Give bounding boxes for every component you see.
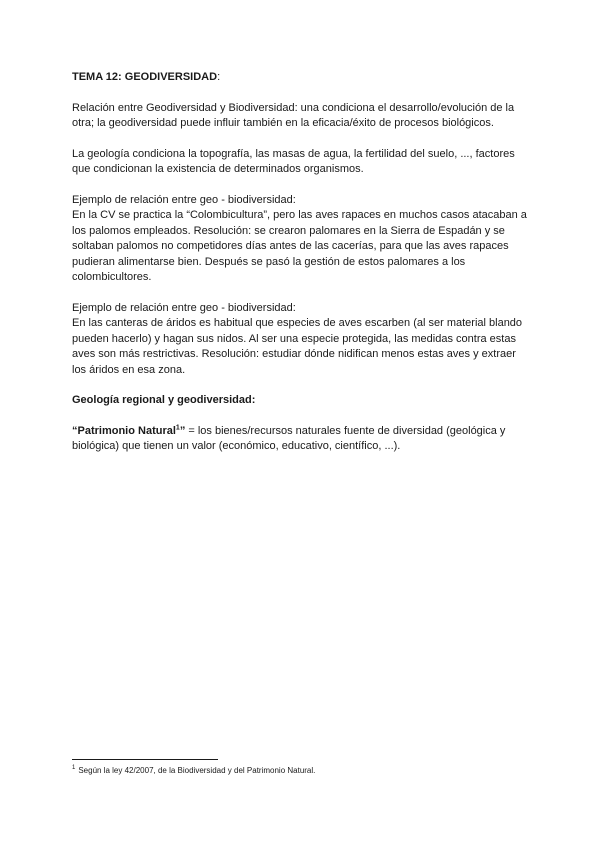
footnote-reference: 1 — [175, 423, 180, 431]
footnote-separator — [72, 759, 218, 760]
example-2-body: En las canteras de áridos es habitual que especies de aves escarben (al ser material blando pueden hacerlo) y hagan sus nidos. Al ser una especie protegida, las medidas contra estas aves son más restrictivas. Resolución: estudiar dónde nidifican menos estas aves y extraer los áridos en esa zona. — [72, 317, 523, 376]
definition-term-text: “Patrimonio Natural — [72, 424, 176, 437]
footnote — [72, 765, 315, 776]
document-body — [72, 70, 532, 455]
footnote-marker: 1 — [72, 765, 76, 772]
definition-paragraph — [72, 424, 532, 455]
paragraph-geology-conditions: La geología condiciona la topografía, las masas de agua, la fertilidad del suelo, ..., factores que condicionan la existencia de determinados organismos. — [72, 147, 515, 175]
section-heading: Geología regional y geodiversidad: — [72, 394, 256, 406]
title-text: TEMA 12: GEODIVERSIDAD — [72, 71, 218, 83]
footnote-text: Según la ley 42/2007, de la Biodiversidad y del Patrimonio Natural. — [78, 766, 316, 775]
definition-term-close: ” — [179, 424, 186, 437]
example-2-heading: Ejemplo de relación entre geo - biodiversidad: — [72, 301, 296, 314]
paragraph-geo-bio-relation: Relación entre Geodiversidad y Biodiversidad: una condiciona el desarrollo/evolución de la otra; la geodiversidad puede influir también en la eficacia/éxito de procesos biológicos. — [72, 101, 515, 129]
definition-term — [72, 425, 185, 437]
definition-text: = los bienes/recursos naturales fuente de diversidad (geológica y biológica) que tienen un valor (económico, educativo, científico, ...). — [72, 424, 506, 452]
example-1-body: En la CV se practica la “Colombicultura”, pero las aves rapaces en muchos casos atacaban a los palomos empleados. Resolución: se crearon palomares en la Sierra de Espadán y se soltaban palomos no competidores días antes de las cacerías, para que las aves rapaces pudieran alimentarse bien. Después se pasó la gestión de estos palomares a los colombicultores. — [72, 209, 527, 283]
example-1-heading: Ejemplo de relación entre geo - biodiversidad: — [72, 193, 296, 206]
title-suffix: : — [217, 71, 221, 83]
page-title — [72, 70, 532, 86]
